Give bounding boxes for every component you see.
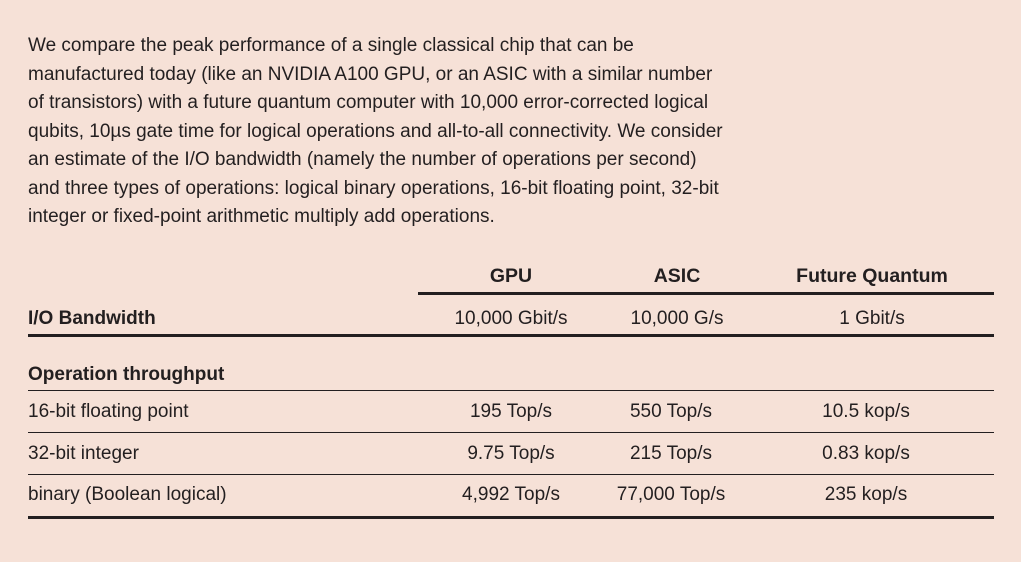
row-value-gpu: 195 Top/s	[469, 401, 553, 422]
column-header-gpu: GPU	[489, 265, 533, 287]
row-label: binary (Boolean logical)	[28, 484, 227, 505]
row-value-gpu: 4,992 Top/s	[462, 484, 560, 505]
row-value-quantum: 0.83 kop/s	[822, 443, 910, 464]
column-header-asic: ASIC	[653, 265, 701, 287]
intro-line: and three types of operations: logical binary operations, 16-bit floating point, 32-bit	[28, 177, 719, 199]
io-bandwidth-gpu: 10,000 Gbit/s	[454, 308, 568, 329]
row-divider	[28, 474, 994, 475]
row-divider	[28, 432, 994, 433]
io-bandwidth-label: I/O Bandwidth	[28, 308, 156, 329]
row-value-asic: 215 Top/s	[629, 443, 713, 464]
row-value-quantum: 10.5 kop/s	[822, 401, 910, 422]
row-divider	[28, 390, 994, 391]
intro-line: of transistors) with a future quantum computer with 10,000 error-corrected logical	[28, 92, 709, 113]
io-bandwidth-quantum: 1 Gbit/s	[839, 308, 905, 329]
io-bandwidth-asic: 10,000 G/s	[630, 308, 724, 329]
header-rule	[418, 292, 994, 295]
row-label: 32-bit integer	[28, 443, 139, 464]
io-rule	[28, 334, 994, 337]
intro-line: qubits, 10µs gate time for logical operations and all-to-all connectivity. We consider	[28, 120, 723, 142]
bottom-rule	[28, 516, 994, 519]
intro-line: manufactured today (like an NVIDIA A100 GPU, or an ASIC with a similar number	[28, 63, 713, 85]
intro-line: We compare the peak performance of a single classical chip that can be	[28, 35, 634, 56]
intro-line: integer or fixed-point arithmetic multiply add operations.	[28, 206, 495, 227]
row-label: 16-bit floating point	[28, 401, 189, 422]
row-value-quantum: 235 kop/s	[824, 484, 908, 505]
section-label: Operation throughput	[28, 364, 225, 385]
intro-line: an estimate of the I/O bandwidth (namely the number of operations per second)	[28, 149, 697, 170]
row-value-asic: 77,000 Top/s	[616, 484, 726, 505]
row-value-asic: 550 Top/s	[629, 401, 713, 422]
row-value-gpu: 9.75 Top/s	[467, 443, 555, 464]
column-header-future-quantum: Future Quantum	[796, 265, 948, 287]
